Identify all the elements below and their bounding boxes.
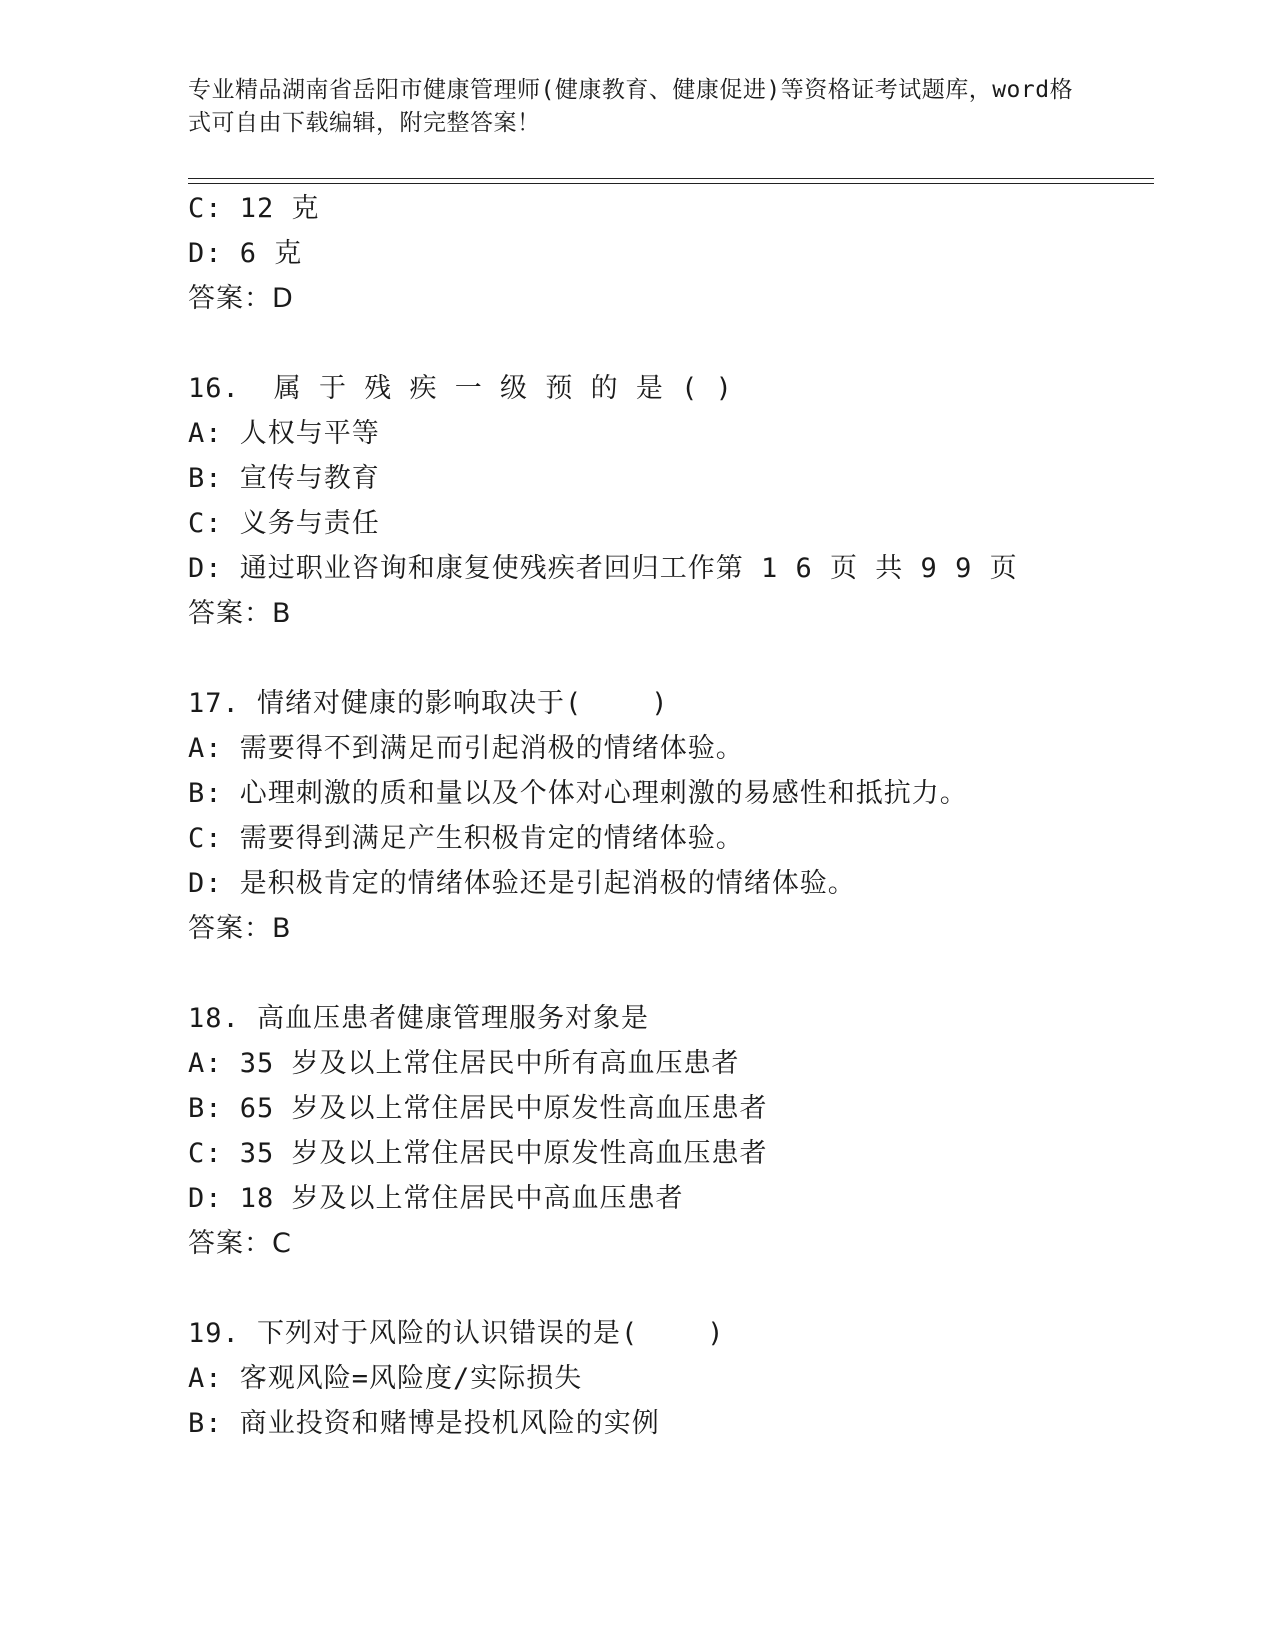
- q16-option-c: C: 义务与责任: [188, 508, 380, 539]
- q19-question: 19. 下列对于风险的认识错误的是( ): [188, 1318, 725, 1349]
- q17-option-d: D: 是积极肯定的情绪体验还是引起消极的情绪体验。: [188, 868, 856, 899]
- q17-answer: 答案：B: [188, 913, 292, 944]
- header-divider-bottom: [188, 183, 1154, 184]
- q18-option-b: B: 65 岁及以上常住居民中原发性高血压患者: [188, 1093, 768, 1124]
- q16-option-d: D: 通过职业咨询和康复使残疾者回归工作第 1 6 页 共 9 9 页: [188, 553, 1018, 584]
- q17-option-b: B: 心理刺激的质和量以及个体对心理刺激的易感性和抵抗力。: [188, 778, 968, 809]
- q15-answer: 答案：D: [188, 283, 294, 314]
- q16-question: [188, 372, 733, 406]
- q15-option-d: D: 6 克: [188, 238, 303, 269]
- q19-option-b: B: 商业投资和赌博是投机风险的实例: [188, 1408, 660, 1439]
- q18-answer: 答案：C: [188, 1228, 292, 1259]
- q16-number: 16.: [188, 373, 240, 404]
- q16-question-text: 属 于 残 疾 一 级 预 的 是 ( ): [273, 373, 733, 404]
- header-divider-top: [188, 178, 1154, 179]
- q16-answer: 答案：B: [188, 598, 292, 629]
- q15-option-c: C: 12 克: [188, 193, 320, 224]
- q16-option-b: B: 宣传与教育: [188, 463, 380, 494]
- q17-question: 17. 情绪对健康的影响取决于( ): [188, 688, 669, 719]
- q18-option-a: A: 35 岁及以上常住居民中所有高血压患者: [188, 1048, 740, 1079]
- q18-option-c: C: 35 岁及以上常住居民中原发性高血压患者: [188, 1138, 768, 1169]
- q18-option-d: D: 18 岁及以上常住居民中高血压患者: [188, 1183, 684, 1214]
- q16-option-a: A: 人权与平等: [188, 418, 380, 449]
- q19-option-a: A: 客观风险=风险度/实际损失: [188, 1363, 583, 1394]
- q17-option-c: C: 需要得到满足产生积极肯定的情绪体验。: [188, 823, 744, 854]
- q18-question: 18. 高血压患者健康管理服务对象是: [188, 1003, 650, 1034]
- q17-option-a: A: 需要得不到满足而引起消极的情绪体验。: [188, 733, 744, 764]
- document-header: 专业精品湖南省岳阳市健康管理师(健康教育、健康促进)等资格证考试题库，word格式可自由下载编辑，附完整答案！: [188, 77, 1074, 136]
